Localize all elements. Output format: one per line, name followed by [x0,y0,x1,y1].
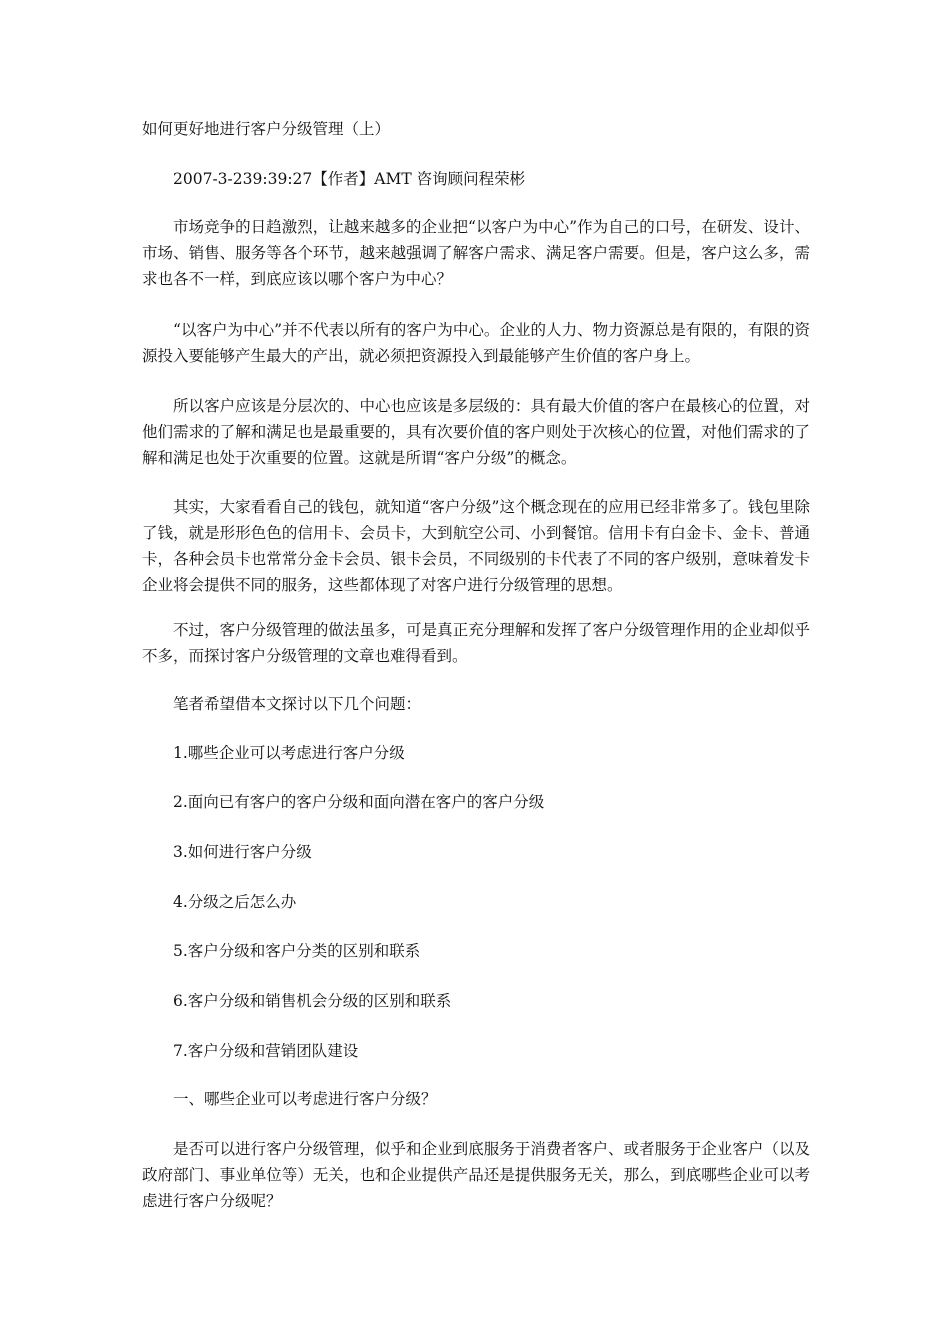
paragraph-3: 所以客户应该是分层次的、中心也应该是多层级的：具有最大价值的客户在最核心的位置，对他们需求的了解和满足也是最重要的，具有次要价值的客户则处于次核心的位置，对他们需求的了解和满足也处于次重要的位置。这就是所谓“客户分级”的概念。 [142,397,810,467]
paragraph-5: 不过，客户分级管理的做法虽多，可是真正充分理解和发挥了客户分级管理作用的企业却似乎不多，而探讨客户分级管理的文章也难得看到。 [142,621,810,665]
question-item-6: 6.客户分级和销售机会分级的区别和联系 [173,992,452,1010]
paragraph-4: 其实，大家看看自己的钱包，就知道“客户分级”这个概念现在的应用已经非常多了。钱包里除了钱，就是形形色色的信用卡、会员卡，大到航空公司、小到餐馆。信用卡有白金卡、金卡、普通卡，各种会员卡也常常分金卡会员、银卡会员，不同级别的卡代表了不同的客户级别，意味着发卡企业将会提供不同的服务，这些都体现了对客户进行分级管理的思想。 [142,498,810,594]
paragraph-2: “以客户为中心”并不代表以所有的客户为中心。企业的人力、物力资源总是有限的，有限的资源投入要能够产生最大的产出，就必须把资源投入到最能够产生价值的客户身上。 [142,321,810,365]
question-item-5: 5.客户分级和客户分类的区别和联系 [173,942,421,960]
question-item-4: 4.分级之后怎么办 [173,893,297,911]
section-heading: 一、哪些企业可以考虑进行客户分级？ [173,1090,437,1108]
question-item-1: 1.哪些企业可以考虑进行客户分级 [173,744,405,762]
question-item-3: 3.如何进行客户分级 [173,843,312,861]
document-title: 如何更好地进行客户分级管理（上） [142,120,391,138]
paragraph-1: 市场竞争的日趋激烈，让越来越多的企业把“以客户为中心”作为自己的口号，在研发、设计、市场、销售、服务等各个环节，越来越强调了解客户需求、满足客户需要。但是，客户这么多，需求也各不一样，到底应该以哪个客户为中心？ [142,218,810,288]
document-byline: 2007-3-239:39:27【作者】AMT 咨询顾问程荣彬 [173,170,526,188]
section-paragraph: 是否可以进行客户分级管理，似乎和企业到底服务于消费者客户、或者服务于企业客户（以及政府部门、事业单位等）无关，也和企业提供产品还是提供服务无关，那么，到底哪些企业可以考虑进行客户分级呢？ [142,1140,810,1210]
question-item-7: 7.客户分级和营销团队建设 [173,1042,359,1060]
paragraph-6: 笔者希望借本文探讨以下几个问题： [173,695,422,713]
question-item-2: 2.面向已有客户的客户分级和面向潜在客户的客户分级 [173,793,545,811]
